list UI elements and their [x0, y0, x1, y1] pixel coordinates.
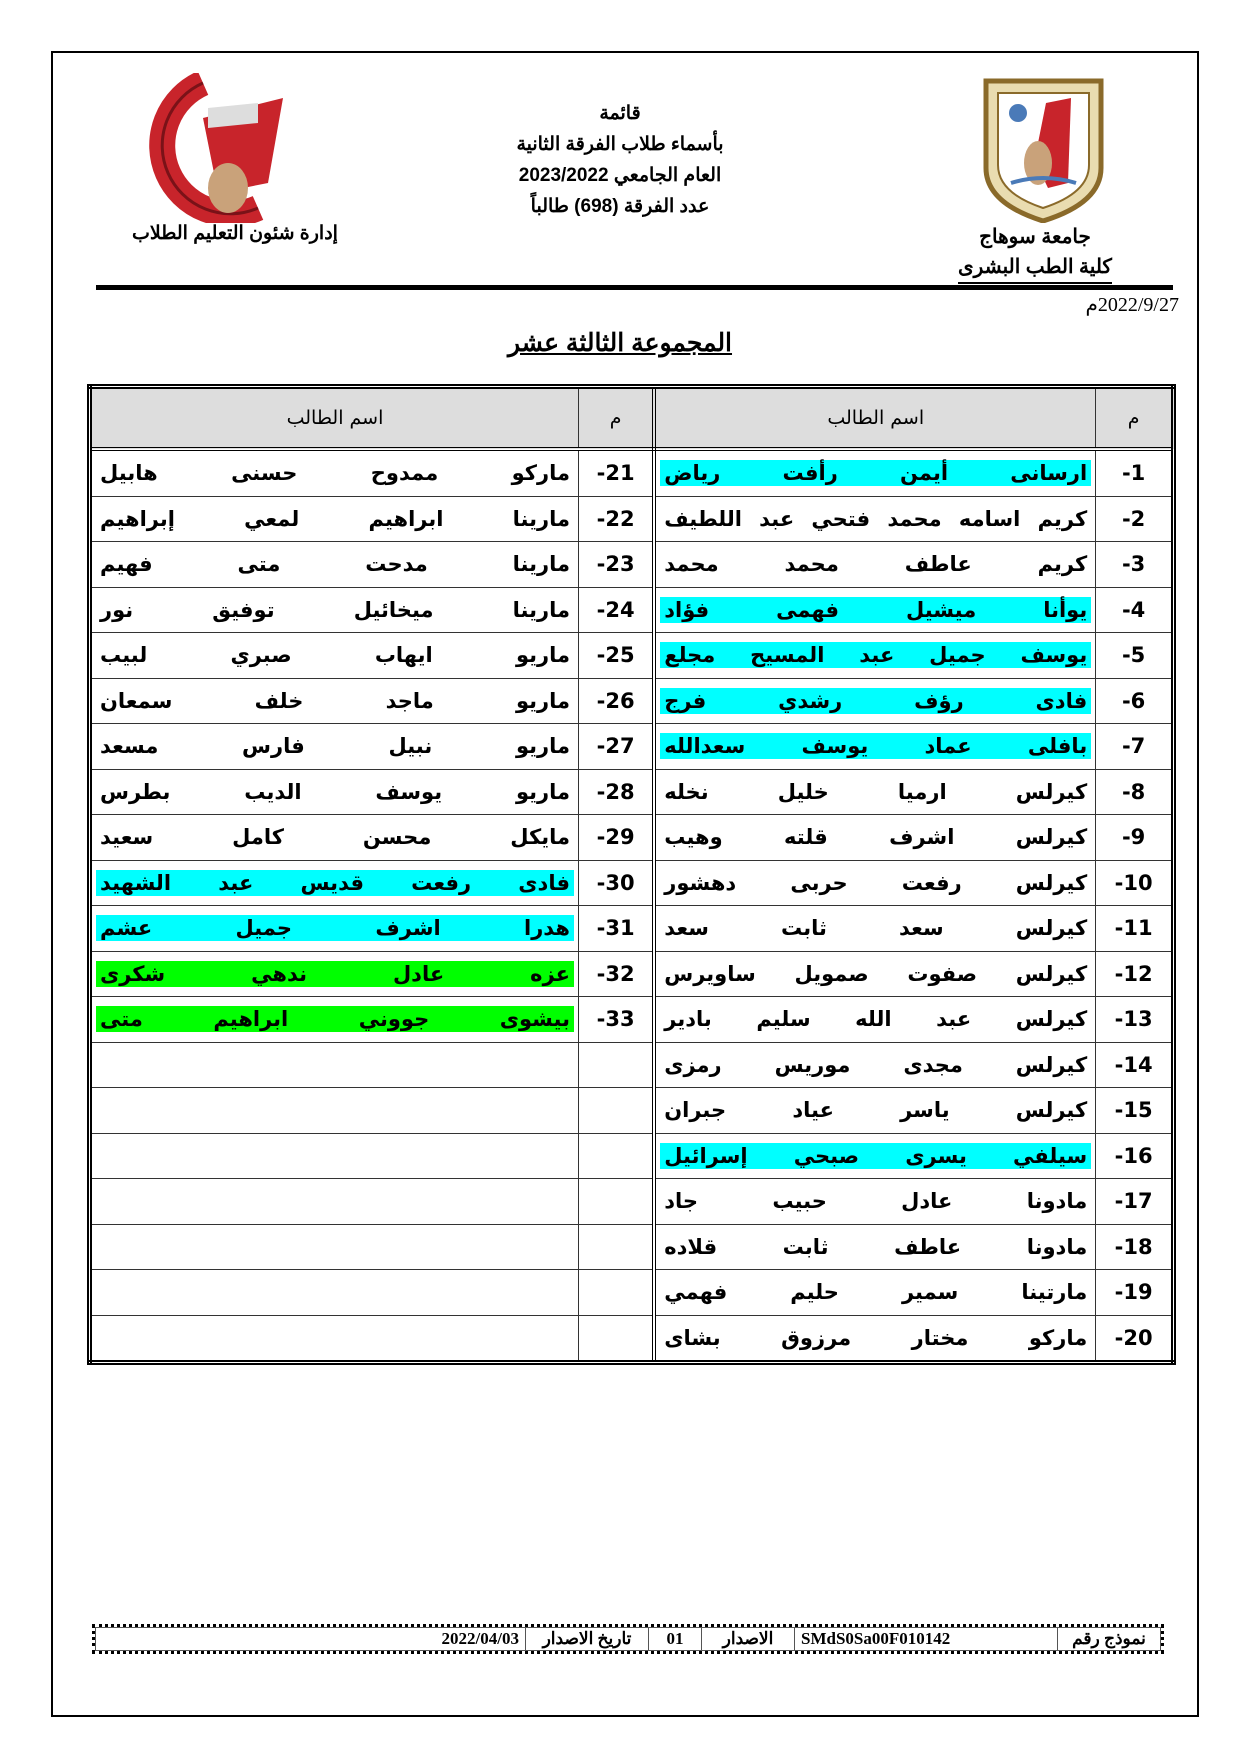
document-date: 2022/9/27م: [1085, 294, 1179, 316]
student-name: مادونا عادل حبيب جاد: [664, 1189, 1088, 1214]
student-name-cell: [654, 496, 1095, 542]
student-name-cell: [654, 1179, 1095, 1225]
student-name-cell: [90, 1270, 579, 1316]
student-number: -9: [1096, 815, 1174, 861]
student-number: -2: [1096, 496, 1174, 542]
student-name-cell: [654, 1042, 1095, 1088]
header-name: اسم الطالب: [654, 387, 1095, 450]
header-num: م: [1096, 387, 1174, 450]
table-row: [90, 860, 1174, 906]
student-name: كيرلس ياسر عياد جبران: [664, 1098, 1088, 1123]
department-name: إدارة شئون التعليم الطلاب: [132, 223, 338, 244]
student-name-cell: [90, 769, 579, 815]
student-number: -1: [1096, 449, 1174, 496]
student-name: [96, 1161, 574, 1163]
student-name-cell: [654, 449, 1095, 496]
student-number: -16: [1096, 1133, 1174, 1179]
document-heading: [420, 98, 820, 222]
student-name: [96, 1206, 574, 1208]
faculty-name: كلية الطب البشرى: [958, 252, 1112, 284]
student-name: مارينا ابراهيم لمعي إبراهيم: [100, 506, 570, 531]
student-name: كريم عاطف محمد محمد: [664, 552, 1088, 577]
student-name-cell: [654, 1088, 1095, 1134]
table-row: [90, 724, 1174, 770]
form-number: SMdS0Sa00F010142: [795, 1628, 1058, 1651]
student-number: -14: [1096, 1042, 1174, 1088]
student-name: كيرلس صفوت صمويل ساويرس: [664, 961, 1088, 986]
student-name: [96, 1297, 574, 1299]
student-name: مادونا عاطف ثابت قلاده: [664, 1234, 1088, 1259]
student-number: -19: [1096, 1270, 1174, 1316]
student-name: هدرا اشرف جميل عشم: [96, 915, 574, 941]
student-name-cell: [90, 906, 579, 952]
student-number: -8: [1096, 769, 1174, 815]
table-row: [90, 633, 1174, 679]
student-number: -32: [578, 951, 654, 997]
header-divider: [96, 285, 1173, 290]
student-name-cell: [654, 678, 1095, 724]
students-table: [87, 384, 1176, 1365]
student-name: [96, 1252, 574, 1254]
student-name: ماريو ايهاب صبري لبيب: [100, 643, 570, 668]
student-number: -24: [578, 587, 654, 633]
student-number: -23: [578, 542, 654, 588]
student-number: -11: [1096, 906, 1174, 952]
student-name: كيرلس سعد ثابت سعد: [664, 916, 1088, 941]
university-name: جامعة سوهاج: [979, 226, 1091, 248]
student-name: ماركو ممدوح حسنى هابيل: [100, 461, 570, 486]
student-name-cell: [654, 1315, 1095, 1363]
student-name-cell: [654, 587, 1095, 633]
student-number: -13: [1096, 997, 1174, 1043]
table-header-row: [90, 387, 1174, 450]
student-name-cell: [654, 1133, 1095, 1179]
student-name-cell: [90, 724, 579, 770]
student-name-cell: [90, 449, 579, 496]
student-name-cell: [90, 860, 579, 906]
student-number: -20: [1096, 1315, 1174, 1363]
table-row: [90, 1042, 1174, 1088]
student-name-cell: [90, 678, 579, 724]
student-name-cell: [90, 633, 579, 679]
student-name: بيشوى جووني ابراهيم متى: [96, 1006, 574, 1032]
student-name-cell: [90, 496, 579, 542]
table-row: [90, 542, 1174, 588]
student-number: -33: [578, 997, 654, 1043]
student-name: [96, 1115, 574, 1117]
student-name-cell: [654, 1224, 1095, 1270]
student-number: -4: [1096, 587, 1174, 633]
student-name: كيرلس مجدى موريس رمزى: [664, 1052, 1088, 1077]
student-number: -28: [578, 769, 654, 815]
student-number: -6: [1096, 678, 1174, 724]
student-name: فادى رفعت قديس عبد الشهيد: [96, 870, 574, 896]
student-name: ماركو مختار مرزوق بشاى: [664, 1325, 1088, 1350]
university-name-block: [935, 222, 1135, 284]
student-name-cell: [90, 997, 579, 1043]
version-label: الاصدار: [702, 1628, 795, 1651]
table-row: [90, 587, 1174, 633]
student-name: عزه عادل ندهي شكرى: [96, 961, 574, 987]
issue-date: 2022/04/03: [96, 1628, 526, 1651]
student-name: بافلى عماد يوسف سعدالله: [660, 733, 1091, 759]
student-number: [578, 1133, 654, 1179]
student-name-cell: [654, 1270, 1095, 1316]
student-name: مارينا ميخائيل توفيق نور: [100, 597, 570, 622]
header-name: اسم الطالب: [90, 387, 579, 450]
student-name: [96, 1343, 574, 1345]
student-name-cell: [90, 1179, 579, 1225]
student-name-cell: [90, 815, 579, 861]
heading-line: العام الجامعي 2023/2022: [518, 165, 722, 186]
table-row: [90, 1088, 1174, 1134]
table-row: [90, 1315, 1174, 1363]
student-name: ماريو يوسف الديب بطرس: [100, 779, 570, 804]
student-number: -5: [1096, 633, 1174, 679]
student-number: [578, 1042, 654, 1088]
heading-line: قائمة: [599, 103, 641, 124]
table-row: [90, 769, 1174, 815]
table-row: [90, 997, 1174, 1043]
student-name: كيرلس عبد الله سليم بادير: [664, 1007, 1088, 1032]
student-name: كيرلس اشرف قلته وهيب: [664, 825, 1088, 850]
version: 01: [649, 1628, 702, 1651]
student-number: -12: [1096, 951, 1174, 997]
student-number: -15: [1096, 1088, 1174, 1134]
group-title: المجموعة الثالثة عشر: [507, 329, 733, 357]
form-footer: [92, 1624, 1164, 1654]
student-name-cell: [654, 724, 1095, 770]
student-name-cell: [654, 997, 1095, 1043]
heading-line: بأسماء طلاب الفرقة الثانية: [516, 134, 724, 155]
table-row: [90, 815, 1174, 861]
student-name-cell: [654, 815, 1095, 861]
student-name-cell: [90, 1315, 579, 1363]
faculty-logo: [108, 73, 308, 223]
university-logo: [976, 73, 1111, 223]
student-number: -31: [578, 906, 654, 952]
table-row: [90, 951, 1174, 997]
student-name-cell: [654, 542, 1095, 588]
student-number: -26: [578, 678, 654, 724]
student-number: -25: [578, 633, 654, 679]
table-row: [90, 906, 1174, 952]
student-name-cell: [654, 633, 1095, 679]
student-name: كيرلس ارميا خليل نخله: [664, 779, 1088, 804]
student-name-cell: [90, 542, 579, 588]
student-name-cell: [654, 769, 1095, 815]
student-name-cell: [90, 587, 579, 633]
student-name: مارتينا سمير حليم فهمي: [664, 1280, 1088, 1305]
table-row: [90, 1133, 1174, 1179]
student-name: [96, 1070, 574, 1072]
student-name-cell: [90, 951, 579, 997]
issue-date-label: تاريخ الاصدار: [526, 1628, 649, 1651]
table-row: [90, 449, 1174, 496]
student-number: -18: [1096, 1224, 1174, 1270]
student-name: ارسانى أيمن رأفت رياض: [660, 460, 1091, 486]
student-name-cell: [654, 951, 1095, 997]
student-number: -17: [1096, 1179, 1174, 1225]
table-row: [90, 496, 1174, 542]
student-number: [578, 1315, 654, 1363]
heading-line: عدد الفرقة (698) طالباً: [530, 196, 710, 217]
student-name-cell: [654, 860, 1095, 906]
student-name-cell: [654, 906, 1095, 952]
student-name: كيرلس رفعت حربى دهشور: [664, 870, 1088, 895]
student-name: مايكل محسن كامل سعيد: [100, 825, 570, 850]
student-number: [578, 1224, 654, 1270]
student-name: سيلفي يسرى صبحي إسرائيل: [660, 1143, 1091, 1169]
student-number: -7: [1096, 724, 1174, 770]
student-number: [578, 1088, 654, 1134]
student-name: يوأنا ميشيل فهمى فؤاد: [660, 597, 1091, 623]
student-name-cell: [90, 1042, 579, 1088]
student-number: -27: [578, 724, 654, 770]
student-name: مارينا مدحت متى فهيم: [100, 552, 570, 577]
student-number: -21: [578, 449, 654, 496]
table-row: [90, 1224, 1174, 1270]
student-number: [578, 1270, 654, 1316]
header-num: م: [578, 387, 654, 450]
student-name: يوسف جميل عبد المسيح مجلع: [660, 642, 1091, 668]
student-name: ماريو نبيل فارس مسعد: [100, 734, 570, 759]
student-name: ماريو ماجد خلف سمعان: [100, 688, 570, 713]
student-name-cell: [90, 1224, 579, 1270]
student-number: [578, 1179, 654, 1225]
table-row: [90, 1179, 1174, 1225]
student-number: -3: [1096, 542, 1174, 588]
student-name: فادى رؤف رشدي فرج: [660, 688, 1091, 714]
table-row: [90, 678, 1174, 724]
student-number: -22: [578, 496, 654, 542]
table-row: [90, 1270, 1174, 1316]
student-name: كريم اسامه محمد فتحي عبد اللطيف: [664, 506, 1088, 531]
student-number: -30: [578, 860, 654, 906]
student-name-cell: [90, 1088, 579, 1134]
student-name-cell: [90, 1133, 579, 1179]
form-number-label: نموذج رقم: [1058, 1628, 1161, 1651]
student-number: -10: [1096, 860, 1174, 906]
student-number: -29: [578, 815, 654, 861]
